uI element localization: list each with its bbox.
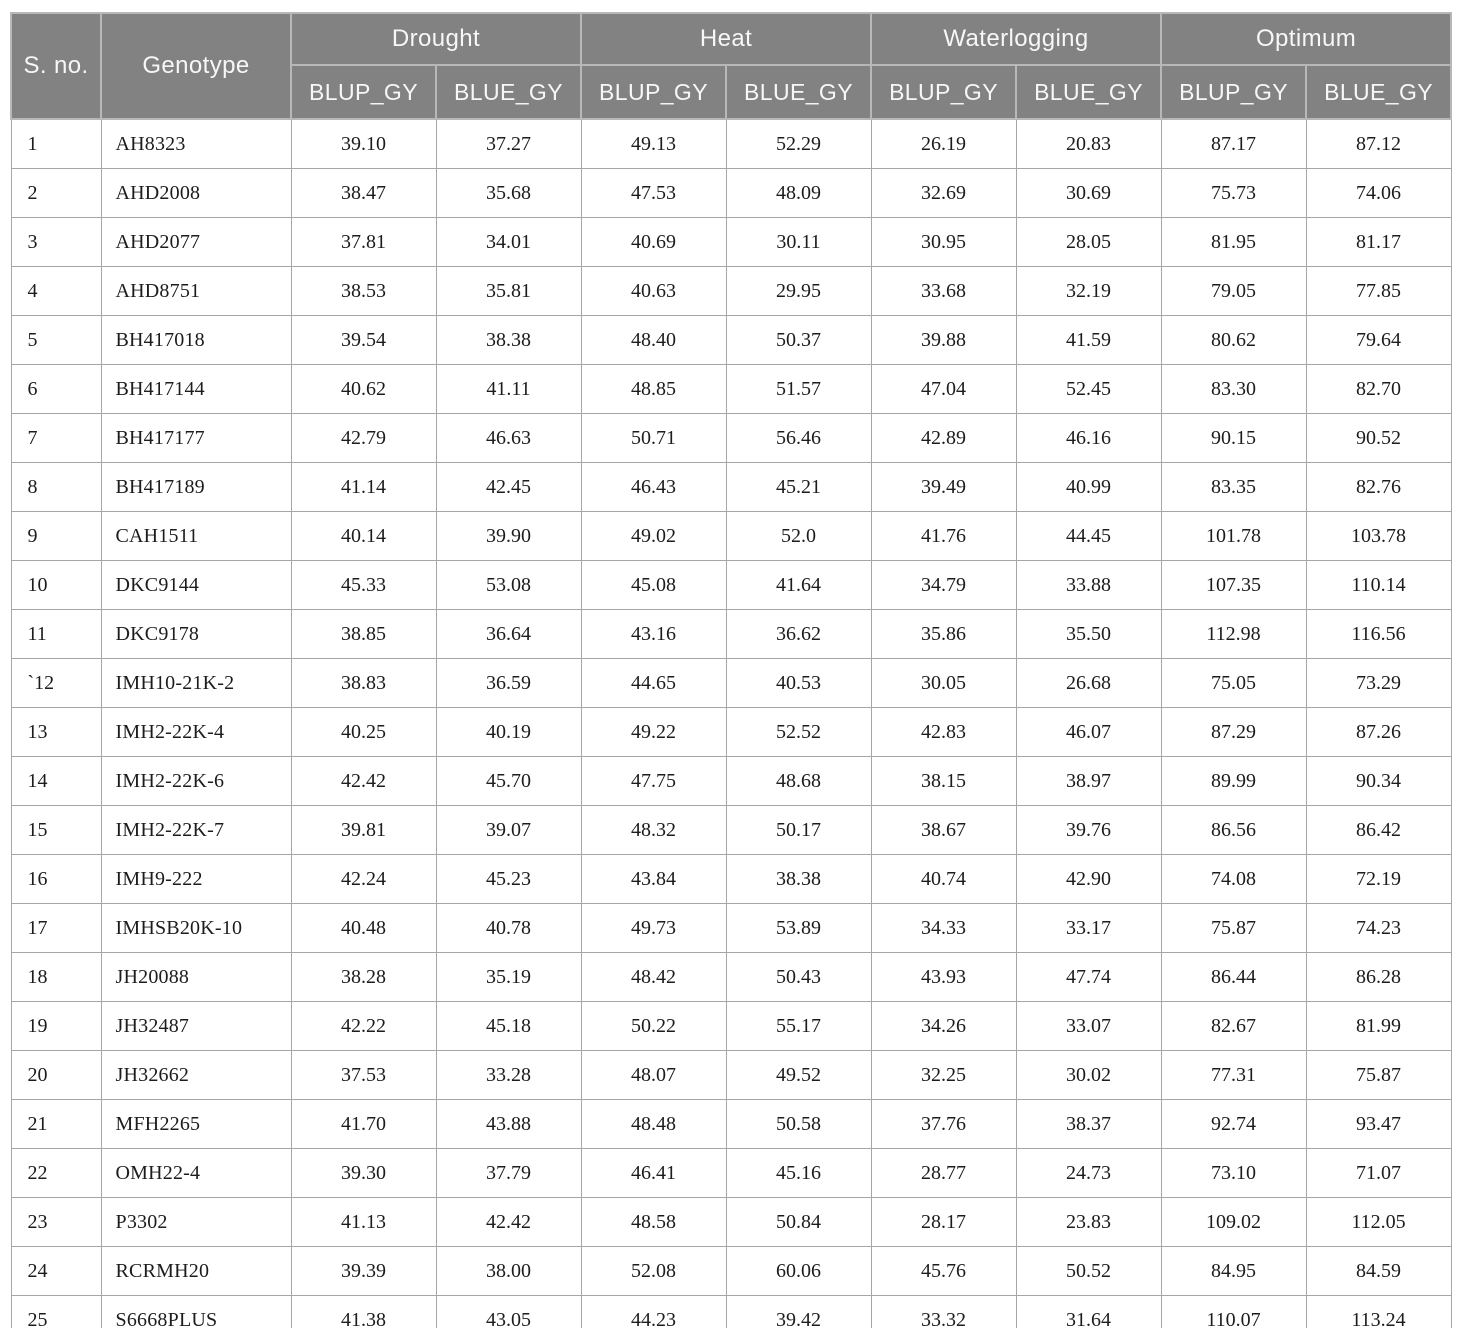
cell-drought-blup: 42.24 bbox=[291, 855, 436, 904]
table-row bbox=[11, 365, 1451, 414]
cell-waterlogging-blue: 38.37 bbox=[1016, 1100, 1161, 1149]
cell-waterlogging-blup: 30.05 bbox=[871, 659, 1016, 708]
cell-drought-blup: 45.33 bbox=[291, 561, 436, 610]
cell-waterlogging-blup: 45.76 bbox=[871, 1247, 1016, 1296]
cell-optimum-blup: 77.31 bbox=[1161, 1051, 1306, 1100]
cell-heat-blue: 50.17 bbox=[726, 806, 871, 855]
cell-waterlogging-blup: 34.33 bbox=[871, 904, 1016, 953]
cell-sno: 6 bbox=[11, 365, 101, 414]
cell-waterlogging-blue: 33.07 bbox=[1016, 1002, 1161, 1051]
table-row bbox=[11, 1149, 1451, 1198]
cell-optimum-blue: 116.56 bbox=[1306, 610, 1451, 659]
cell-optimum-blup: 81.95 bbox=[1161, 218, 1306, 267]
table-row bbox=[11, 267, 1451, 316]
cell-heat-blue: 40.53 bbox=[726, 659, 871, 708]
cell-sno: 20 bbox=[11, 1051, 101, 1100]
cell-drought-blup: 39.30 bbox=[291, 1149, 436, 1198]
cell-optimum-blue: 87.12 bbox=[1306, 119, 1451, 169]
cell-drought-blup: 41.70 bbox=[291, 1100, 436, 1149]
table-row bbox=[11, 757, 1451, 806]
cell-genotype: BH417189 bbox=[101, 463, 291, 512]
cell-optimum-blue: 93.47 bbox=[1306, 1100, 1451, 1149]
cell-genotype: IMH9-222 bbox=[101, 855, 291, 904]
cell-waterlogging-blup: 26.19 bbox=[871, 119, 1016, 169]
cell-waterlogging-blup: 42.83 bbox=[871, 708, 1016, 757]
cell-drought-blup: 42.42 bbox=[291, 757, 436, 806]
cell-genotype: CAH1511 bbox=[101, 512, 291, 561]
cell-drought-blue: 33.28 bbox=[436, 1051, 581, 1100]
cell-optimum-blup: 83.30 bbox=[1161, 365, 1306, 414]
cell-drought-blue: 40.19 bbox=[436, 708, 581, 757]
cell-genotype: P3302 bbox=[101, 1198, 291, 1247]
cell-waterlogging-blup: 33.68 bbox=[871, 267, 1016, 316]
group-header-waterlogging: Waterlogging bbox=[871, 13, 1161, 65]
cell-optimum-blup: 87.29 bbox=[1161, 708, 1306, 757]
cell-heat-blue: 39.42 bbox=[726, 1296, 871, 1328]
cell-optimum-blup: 84.95 bbox=[1161, 1247, 1306, 1296]
cell-drought-blup: 38.47 bbox=[291, 169, 436, 218]
cell-heat-blue: 53.89 bbox=[726, 904, 871, 953]
cell-optimum-blup: 101.78 bbox=[1161, 512, 1306, 561]
cell-drought-blue: 46.63 bbox=[436, 414, 581, 463]
cell-optimum-blup: 80.62 bbox=[1161, 316, 1306, 365]
cell-sno: 17 bbox=[11, 904, 101, 953]
subheader-optimum-blue: BLUE_GY bbox=[1306, 65, 1451, 119]
cell-drought-blup: 39.39 bbox=[291, 1247, 436, 1296]
cell-waterlogging-blup: 34.26 bbox=[871, 1002, 1016, 1051]
cell-drought-blup: 38.85 bbox=[291, 610, 436, 659]
cell-optimum-blue: 90.52 bbox=[1306, 414, 1451, 463]
group-header-heat: Heat bbox=[581, 13, 871, 65]
subheader-optimum-blup: BLUP_GY bbox=[1161, 65, 1306, 119]
cell-heat-blue: 29.95 bbox=[726, 267, 871, 316]
cell-genotype: AH8323 bbox=[101, 119, 291, 169]
cell-heat-blue: 36.62 bbox=[726, 610, 871, 659]
cell-sno: 9 bbox=[11, 512, 101, 561]
table-row bbox=[11, 806, 1451, 855]
cell-optimum-blue: 73.29 bbox=[1306, 659, 1451, 708]
cell-drought-blue: 45.70 bbox=[436, 757, 581, 806]
cell-optimum-blup: 89.99 bbox=[1161, 757, 1306, 806]
cell-waterlogging-blue: 38.97 bbox=[1016, 757, 1161, 806]
cell-optimum-blup: 75.05 bbox=[1161, 659, 1306, 708]
cell-optimum-blup: 110.07 bbox=[1161, 1296, 1306, 1328]
cell-sno: `12 bbox=[11, 659, 101, 708]
cell-drought-blue: 40.78 bbox=[436, 904, 581, 953]
cell-heat-blue: 48.09 bbox=[726, 169, 871, 218]
cell-optimum-blue: 113.24 bbox=[1306, 1296, 1451, 1328]
cell-optimum-blue: 87.26 bbox=[1306, 708, 1451, 757]
cell-drought-blup: 40.48 bbox=[291, 904, 436, 953]
cell-drought-blue: 34.01 bbox=[436, 218, 581, 267]
cell-sno: 16 bbox=[11, 855, 101, 904]
cell-optimum-blue: 82.76 bbox=[1306, 463, 1451, 512]
table-row bbox=[11, 119, 1451, 169]
cell-optimum-blue: 74.23 bbox=[1306, 904, 1451, 953]
cell-drought-blup: 38.83 bbox=[291, 659, 436, 708]
cell-heat-blup: 50.22 bbox=[581, 1002, 726, 1051]
cell-genotype: BH417177 bbox=[101, 414, 291, 463]
cell-optimum-blup: 79.05 bbox=[1161, 267, 1306, 316]
group-header-optimum: Optimum bbox=[1161, 13, 1451, 65]
cell-drought-blup: 40.14 bbox=[291, 512, 436, 561]
table-header bbox=[11, 13, 1451, 119]
cell-heat-blue: 48.68 bbox=[726, 757, 871, 806]
genotype-yield-table bbox=[10, 12, 1452, 1328]
cell-drought-blue: 39.07 bbox=[436, 806, 581, 855]
cell-optimum-blue: 82.70 bbox=[1306, 365, 1451, 414]
cell-waterlogging-blue: 28.05 bbox=[1016, 218, 1161, 267]
cell-waterlogging-blup: 34.79 bbox=[871, 561, 1016, 610]
cell-waterlogging-blup: 40.74 bbox=[871, 855, 1016, 904]
cell-waterlogging-blup: 37.76 bbox=[871, 1100, 1016, 1149]
cell-waterlogging-blup: 33.32 bbox=[871, 1296, 1016, 1328]
cell-drought-blue: 43.05 bbox=[436, 1296, 581, 1328]
cell-drought-blue: 42.45 bbox=[436, 463, 581, 512]
subheader-waterlogging-blue: BLUE_GY bbox=[1016, 65, 1161, 119]
cell-optimum-blue: 112.05 bbox=[1306, 1198, 1451, 1247]
cell-waterlogging-blup: 42.89 bbox=[871, 414, 1016, 463]
cell-optimum-blup: 86.44 bbox=[1161, 953, 1306, 1002]
cell-heat-blup: 47.75 bbox=[581, 757, 726, 806]
cell-optimum-blup: 112.98 bbox=[1161, 610, 1306, 659]
cell-genotype: IMH2-22K-4 bbox=[101, 708, 291, 757]
cell-drought-blup: 38.53 bbox=[291, 267, 436, 316]
cell-heat-blup: 43.16 bbox=[581, 610, 726, 659]
column-header-sno: S. no. bbox=[11, 13, 101, 119]
cell-genotype: AHD2077 bbox=[101, 218, 291, 267]
subheader-heat-blue: BLUE_GY bbox=[726, 65, 871, 119]
cell-sno: 4 bbox=[11, 267, 101, 316]
cell-heat-blup: 40.63 bbox=[581, 267, 726, 316]
header-group-row bbox=[11, 13, 1451, 65]
cell-optimum-blup: 75.87 bbox=[1161, 904, 1306, 953]
cell-waterlogging-blue: 20.83 bbox=[1016, 119, 1161, 169]
cell-optimum-blup: 74.08 bbox=[1161, 855, 1306, 904]
cell-heat-blue: 50.84 bbox=[726, 1198, 871, 1247]
cell-optimum-blue: 74.06 bbox=[1306, 169, 1451, 218]
cell-drought-blue: 38.00 bbox=[436, 1247, 581, 1296]
cell-heat-blue: 49.52 bbox=[726, 1051, 871, 1100]
cell-genotype: JH32487 bbox=[101, 1002, 291, 1051]
cell-genotype: RCRMH20 bbox=[101, 1247, 291, 1296]
cell-drought-blup: 39.54 bbox=[291, 316, 436, 365]
cell-sno: 21 bbox=[11, 1100, 101, 1149]
cell-heat-blup: 49.13 bbox=[581, 119, 726, 169]
cell-drought-blue: 38.38 bbox=[436, 316, 581, 365]
cell-sno: 23 bbox=[11, 1198, 101, 1247]
cell-sno: 25 bbox=[11, 1296, 101, 1328]
cell-heat-blue: 38.38 bbox=[726, 855, 871, 904]
cell-drought-blue: 36.59 bbox=[436, 659, 581, 708]
cell-waterlogging-blue: 23.83 bbox=[1016, 1198, 1161, 1247]
cell-optimum-blue: 86.28 bbox=[1306, 953, 1451, 1002]
cell-drought-blue: 53.08 bbox=[436, 561, 581, 610]
cell-genotype: AHD8751 bbox=[101, 267, 291, 316]
cell-optimum-blup: 90.15 bbox=[1161, 414, 1306, 463]
table-row bbox=[11, 463, 1451, 512]
cell-waterlogging-blue: 42.90 bbox=[1016, 855, 1161, 904]
cell-genotype: MFH2265 bbox=[101, 1100, 291, 1149]
cell-waterlogging-blup: 30.95 bbox=[871, 218, 1016, 267]
table-row bbox=[11, 659, 1451, 708]
cell-genotype: BH417144 bbox=[101, 365, 291, 414]
cell-waterlogging-blup: 32.69 bbox=[871, 169, 1016, 218]
cell-optimum-blup: 73.10 bbox=[1161, 1149, 1306, 1198]
cell-genotype: JH32662 bbox=[101, 1051, 291, 1100]
cell-waterlogging-blue: 41.59 bbox=[1016, 316, 1161, 365]
table-row bbox=[11, 904, 1451, 953]
cell-genotype: IMH10-21K-2 bbox=[101, 659, 291, 708]
cell-genotype: DKC9178 bbox=[101, 610, 291, 659]
cell-waterlogging-blue: 26.68 bbox=[1016, 659, 1161, 708]
cell-optimum-blue: 81.17 bbox=[1306, 218, 1451, 267]
table-row bbox=[11, 953, 1451, 1002]
cell-heat-blup: 46.43 bbox=[581, 463, 726, 512]
cell-waterlogging-blup: 28.17 bbox=[871, 1198, 1016, 1247]
subheader-heat-blup: BLUP_GY bbox=[581, 65, 726, 119]
cell-sno: 13 bbox=[11, 708, 101, 757]
cell-waterlogging-blue: 31.64 bbox=[1016, 1296, 1161, 1328]
cell-optimum-blue: 84.59 bbox=[1306, 1247, 1451, 1296]
cell-optimum-blup: 107.35 bbox=[1161, 561, 1306, 610]
cell-heat-blup: 44.23 bbox=[581, 1296, 726, 1328]
cell-drought-blup: 37.53 bbox=[291, 1051, 436, 1100]
cell-drought-blue: 36.64 bbox=[436, 610, 581, 659]
cell-sno: 24 bbox=[11, 1247, 101, 1296]
cell-drought-blue: 42.42 bbox=[436, 1198, 581, 1247]
cell-heat-blup: 48.07 bbox=[581, 1051, 726, 1100]
cell-optimum-blue: 81.99 bbox=[1306, 1002, 1451, 1051]
table-row bbox=[11, 414, 1451, 463]
cell-genotype: IMHSB20K-10 bbox=[101, 904, 291, 953]
cell-sno: 14 bbox=[11, 757, 101, 806]
cell-heat-blup: 49.73 bbox=[581, 904, 726, 953]
cell-waterlogging-blue: 39.76 bbox=[1016, 806, 1161, 855]
cell-genotype: JH20088 bbox=[101, 953, 291, 1002]
cell-heat-blue: 30.11 bbox=[726, 218, 871, 267]
table-row bbox=[11, 1296, 1451, 1328]
cell-heat-blue: 52.0 bbox=[726, 512, 871, 561]
cell-heat-blup: 44.65 bbox=[581, 659, 726, 708]
cell-heat-blue: 50.58 bbox=[726, 1100, 871, 1149]
cell-waterlogging-blue: 35.50 bbox=[1016, 610, 1161, 659]
cell-waterlogging-blue: 40.99 bbox=[1016, 463, 1161, 512]
cell-drought-blup: 39.81 bbox=[291, 806, 436, 855]
table-row bbox=[11, 708, 1451, 757]
cell-waterlogging-blup: 41.76 bbox=[871, 512, 1016, 561]
cell-optimum-blue: 72.19 bbox=[1306, 855, 1451, 904]
table-row bbox=[11, 1100, 1451, 1149]
cell-sno: 15 bbox=[11, 806, 101, 855]
cell-optimum-blup: 109.02 bbox=[1161, 1198, 1306, 1247]
cell-sno: 11 bbox=[11, 610, 101, 659]
cell-heat-blue: 60.06 bbox=[726, 1247, 871, 1296]
cell-waterlogging-blue: 52.45 bbox=[1016, 365, 1161, 414]
cell-sno: 22 bbox=[11, 1149, 101, 1198]
table-row bbox=[11, 1002, 1451, 1051]
cell-optimum-blup: 75.73 bbox=[1161, 169, 1306, 218]
cell-heat-blup: 48.40 bbox=[581, 316, 726, 365]
table-row bbox=[11, 512, 1451, 561]
cell-optimum-blue: 103.78 bbox=[1306, 512, 1451, 561]
cell-optimum-blue: 110.14 bbox=[1306, 561, 1451, 610]
cell-drought-blup: 40.25 bbox=[291, 708, 436, 757]
cell-waterlogging-blup: 28.77 bbox=[871, 1149, 1016, 1198]
cell-heat-blup: 48.58 bbox=[581, 1198, 726, 1247]
cell-sno: 10 bbox=[11, 561, 101, 610]
cell-waterlogging-blup: 47.04 bbox=[871, 365, 1016, 414]
cell-heat-blup: 48.32 bbox=[581, 806, 726, 855]
cell-drought-blue: 39.90 bbox=[436, 512, 581, 561]
cell-genotype: IMH2-22K-7 bbox=[101, 806, 291, 855]
cell-waterlogging-blue: 32.19 bbox=[1016, 267, 1161, 316]
cell-optimum-blue: 71.07 bbox=[1306, 1149, 1451, 1198]
cell-heat-blup: 46.41 bbox=[581, 1149, 726, 1198]
cell-heat-blup: 45.08 bbox=[581, 561, 726, 610]
cell-waterlogging-blup: 43.93 bbox=[871, 953, 1016, 1002]
cell-drought-blup: 39.10 bbox=[291, 119, 436, 169]
cell-optimum-blup: 92.74 bbox=[1161, 1100, 1306, 1149]
cell-drought-blue: 37.79 bbox=[436, 1149, 581, 1198]
cell-sno: 5 bbox=[11, 316, 101, 365]
cell-optimum-blue: 86.42 bbox=[1306, 806, 1451, 855]
cell-drought-blue: 35.81 bbox=[436, 267, 581, 316]
table-row bbox=[11, 1198, 1451, 1247]
cell-genotype: IMH2-22K-6 bbox=[101, 757, 291, 806]
cell-heat-blup: 40.69 bbox=[581, 218, 726, 267]
cell-sno: 3 bbox=[11, 218, 101, 267]
cell-sno: 2 bbox=[11, 169, 101, 218]
cell-optimum-blue: 90.34 bbox=[1306, 757, 1451, 806]
table-row bbox=[11, 561, 1451, 610]
subheader-drought-blue: BLUE_GY bbox=[436, 65, 581, 119]
cell-heat-blue: 45.16 bbox=[726, 1149, 871, 1198]
cell-heat-blue: 52.52 bbox=[726, 708, 871, 757]
subheader-drought-blup: BLUP_GY bbox=[291, 65, 436, 119]
cell-sno: 18 bbox=[11, 953, 101, 1002]
cell-drought-blue: 35.68 bbox=[436, 169, 581, 218]
column-header-genotype: Genotype bbox=[101, 13, 291, 119]
cell-optimum-blup: 87.17 bbox=[1161, 119, 1306, 169]
table-body bbox=[11, 119, 1451, 1328]
cell-drought-blue: 43.88 bbox=[436, 1100, 581, 1149]
cell-heat-blue: 50.43 bbox=[726, 953, 871, 1002]
cell-waterlogging-blue: 24.73 bbox=[1016, 1149, 1161, 1198]
cell-drought-blup: 41.38 bbox=[291, 1296, 436, 1328]
cell-sno: 8 bbox=[11, 463, 101, 512]
cell-drought-blup: 42.79 bbox=[291, 414, 436, 463]
cell-heat-blue: 45.21 bbox=[726, 463, 871, 512]
cell-genotype: AHD2008 bbox=[101, 169, 291, 218]
cell-drought-blue: 35.19 bbox=[436, 953, 581, 1002]
cell-heat-blue: 51.57 bbox=[726, 365, 871, 414]
cell-waterlogging-blue: 50.52 bbox=[1016, 1247, 1161, 1296]
table-row bbox=[11, 1247, 1451, 1296]
cell-sno: 7 bbox=[11, 414, 101, 463]
cell-waterlogging-blue: 33.17 bbox=[1016, 904, 1161, 953]
cell-drought-blup: 40.62 bbox=[291, 365, 436, 414]
cell-genotype: DKC9144 bbox=[101, 561, 291, 610]
cell-waterlogging-blue: 44.45 bbox=[1016, 512, 1161, 561]
table-row bbox=[11, 218, 1451, 267]
table-row bbox=[11, 610, 1451, 659]
cell-drought-blue: 37.27 bbox=[436, 119, 581, 169]
cell-heat-blup: 49.02 bbox=[581, 512, 726, 561]
cell-optimum-blup: 83.35 bbox=[1161, 463, 1306, 512]
cell-drought-blup: 42.22 bbox=[291, 1002, 436, 1051]
cell-waterlogging-blue: 30.69 bbox=[1016, 169, 1161, 218]
cell-heat-blue: 41.64 bbox=[726, 561, 871, 610]
cell-waterlogging-blup: 32.25 bbox=[871, 1051, 1016, 1100]
cell-optimum-blue: 75.87 bbox=[1306, 1051, 1451, 1100]
cell-waterlogging-blue: 30.02 bbox=[1016, 1051, 1161, 1100]
cell-sno: 1 bbox=[11, 119, 101, 169]
group-header-drought: Drought bbox=[291, 13, 581, 65]
cell-optimum-blue: 77.85 bbox=[1306, 267, 1451, 316]
cell-heat-blue: 50.37 bbox=[726, 316, 871, 365]
cell-heat-blup: 48.42 bbox=[581, 953, 726, 1002]
cell-heat-blup: 50.71 bbox=[581, 414, 726, 463]
cell-optimum-blue: 79.64 bbox=[1306, 316, 1451, 365]
cell-waterlogging-blup: 39.88 bbox=[871, 316, 1016, 365]
cell-waterlogging-blup: 35.86 bbox=[871, 610, 1016, 659]
cell-heat-blup: 47.53 bbox=[581, 169, 726, 218]
cell-sno: 19 bbox=[11, 1002, 101, 1051]
cell-drought-blue: 45.18 bbox=[436, 1002, 581, 1051]
cell-heat-blup: 43.84 bbox=[581, 855, 726, 904]
cell-heat-blup: 49.22 bbox=[581, 708, 726, 757]
cell-heat-blup: 48.85 bbox=[581, 365, 726, 414]
cell-waterlogging-blup: 38.67 bbox=[871, 806, 1016, 855]
cell-optimum-blup: 86.56 bbox=[1161, 806, 1306, 855]
table-row bbox=[11, 169, 1451, 218]
cell-genotype: S6668PLUS bbox=[101, 1296, 291, 1328]
cell-waterlogging-blup: 38.15 bbox=[871, 757, 1016, 806]
table-row bbox=[11, 855, 1451, 904]
cell-drought-blup: 38.28 bbox=[291, 953, 436, 1002]
cell-heat-blup: 52.08 bbox=[581, 1247, 726, 1296]
cell-heat-blue: 55.17 bbox=[726, 1002, 871, 1051]
table-row bbox=[11, 316, 1451, 365]
cell-genotype: BH417018 bbox=[101, 316, 291, 365]
cell-genotype: OMH22-4 bbox=[101, 1149, 291, 1198]
table-row bbox=[11, 1051, 1451, 1100]
subheader-waterlogging-blup: BLUP_GY bbox=[871, 65, 1016, 119]
cell-drought-blue: 41.11 bbox=[436, 365, 581, 414]
cell-waterlogging-blue: 33.88 bbox=[1016, 561, 1161, 610]
cell-drought-blup: 41.13 bbox=[291, 1198, 436, 1247]
cell-waterlogging-blue: 46.16 bbox=[1016, 414, 1161, 463]
cell-waterlogging-blue: 47.74 bbox=[1016, 953, 1161, 1002]
cell-optimum-blup: 82.67 bbox=[1161, 1002, 1306, 1051]
cell-waterlogging-blue: 46.07 bbox=[1016, 708, 1161, 757]
cell-drought-blup: 41.14 bbox=[291, 463, 436, 512]
cell-waterlogging-blup: 39.49 bbox=[871, 463, 1016, 512]
cell-heat-blue: 52.29 bbox=[726, 119, 871, 169]
cell-drought-blue: 45.23 bbox=[436, 855, 581, 904]
cell-drought-blup: 37.81 bbox=[291, 218, 436, 267]
cell-heat-blue: 56.46 bbox=[726, 414, 871, 463]
cell-heat-blup: 48.48 bbox=[581, 1100, 726, 1149]
